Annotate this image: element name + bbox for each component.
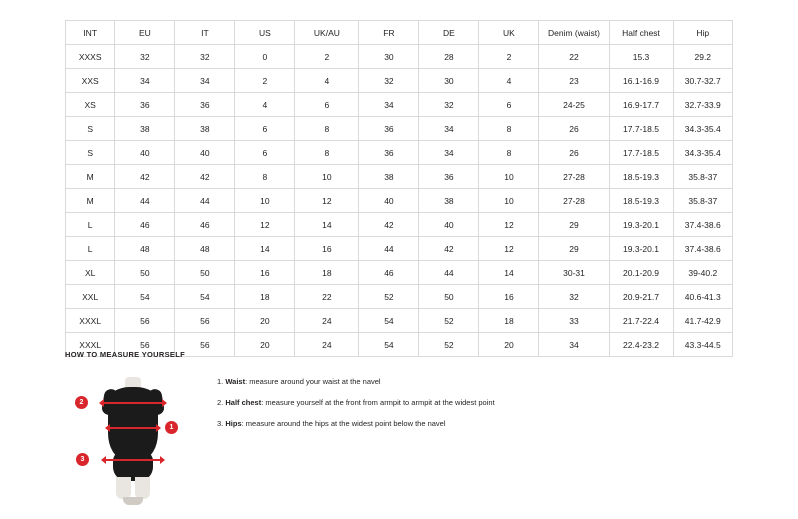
table-row	[66, 285, 733, 309]
cell-uk: 6	[479, 93, 539, 117]
cell-denim: 32	[539, 285, 609, 309]
cell-it: 42	[175, 165, 235, 189]
note-number: 2.	[217, 398, 224, 407]
cell-uk: 14	[479, 261, 539, 285]
cell-hip: 41.7-42.9	[673, 309, 732, 333]
cell-half-chest: 20.1-20.9	[609, 261, 673, 285]
table-row	[66, 45, 733, 69]
cell-de: 52	[419, 309, 479, 333]
cell-us: 20	[235, 333, 295, 357]
cell-de: 44	[419, 261, 479, 285]
mannequin-stand	[123, 497, 143, 505]
cell-ukau: 22	[295, 285, 359, 309]
column-header-it: IT	[175, 21, 235, 45]
cell-fr: 44	[359, 237, 419, 261]
cell-half-chest: 15.3	[609, 45, 673, 69]
cell-fr: 42	[359, 213, 419, 237]
cell-de: 34	[419, 117, 479, 141]
note-term: Half chest	[225, 398, 262, 407]
cell-eu: 32	[115, 45, 175, 69]
cell-ukau: 8	[295, 117, 359, 141]
cell-ukau: 16	[295, 237, 359, 261]
cell-int: XXXL	[66, 333, 115, 357]
cell-denim: 33	[539, 309, 609, 333]
cell-uk: 10	[479, 165, 539, 189]
size-table	[65, 20, 733, 357]
cell-denim: 34	[539, 333, 609, 357]
measure-notes	[217, 369, 495, 440]
cell-int: XXXS	[66, 45, 115, 69]
cell-denim: 26	[539, 117, 609, 141]
cell-us: 6	[235, 141, 295, 165]
cell-fr: 40	[359, 189, 419, 213]
cell-it: 56	[175, 309, 235, 333]
table-header-row	[66, 21, 733, 45]
cell-denim: 29	[539, 237, 609, 261]
cell-eu: 34	[115, 69, 175, 93]
table-row	[66, 141, 733, 165]
table-row	[66, 117, 733, 141]
column-header-uk: UK	[479, 21, 539, 45]
cell-half-chest: 19.3-20.1	[609, 213, 673, 237]
cell-it: 56	[175, 333, 235, 357]
cell-eu: 36	[115, 93, 175, 117]
cell-fr: 32	[359, 69, 419, 93]
cell-hip: 35.8-37	[673, 189, 732, 213]
cell-hip: 34.3-35.4	[673, 117, 732, 141]
column-header-us: US	[235, 21, 295, 45]
cell-half-chest: 18.5-19.3	[609, 189, 673, 213]
table-row	[66, 309, 733, 333]
cell-hip: 30.7-32.7	[673, 69, 732, 93]
cell-de: 40	[419, 213, 479, 237]
cell-hip: 32.7-33.9	[673, 93, 732, 117]
table-row	[66, 213, 733, 237]
cell-uk: 4	[479, 69, 539, 93]
cell-eu: 38	[115, 117, 175, 141]
cell-int: S	[66, 141, 115, 165]
note-term: Waist	[225, 377, 246, 386]
note-text: : measure around your waist at the navel	[245, 377, 381, 386]
column-header-denim-waist: Denim (waist)	[539, 21, 609, 45]
cell-us: 8	[235, 165, 295, 189]
cell-eu: 48	[115, 237, 175, 261]
cell-denim: 30-31	[539, 261, 609, 285]
marker-2-badge: 2	[75, 396, 88, 409]
cell-hip: 43.3-44.5	[673, 333, 732, 357]
cell-ukau: 18	[295, 261, 359, 285]
cell-uk: 10	[479, 189, 539, 213]
cell-it: 46	[175, 213, 235, 237]
cell-it: 44	[175, 189, 235, 213]
cell-uk: 2	[479, 45, 539, 69]
how-to-measure-section	[65, 350, 755, 504]
cell-ukau: 24	[295, 309, 359, 333]
table-row	[66, 261, 733, 285]
cell-us: 14	[235, 237, 295, 261]
cell-de: 38	[419, 189, 479, 213]
cell-ukau: 14	[295, 213, 359, 237]
table-row	[66, 165, 733, 189]
cell-denim: 27-28	[539, 189, 609, 213]
cell-int: XS	[66, 93, 115, 117]
cell-de: 52	[419, 333, 479, 357]
cell-uk: 8	[479, 117, 539, 141]
column-header-int: INT	[66, 21, 115, 45]
note-waist	[217, 377, 495, 386]
cell-half-chest: 20.9-21.7	[609, 285, 673, 309]
cell-eu: 44	[115, 189, 175, 213]
table-row	[66, 189, 733, 213]
cell-fr: 38	[359, 165, 419, 189]
marker-3-badge: 3	[76, 453, 89, 466]
cell-ukau: 24	[295, 333, 359, 357]
cell-fr: 54	[359, 333, 419, 357]
cell-denim: 27-28	[539, 165, 609, 189]
cell-half-chest: 18.5-19.3	[609, 165, 673, 189]
marker-1-badge: 1	[165, 421, 178, 434]
cell-fr: 30	[359, 45, 419, 69]
cell-denim: 24-25	[539, 93, 609, 117]
cell-us: 20	[235, 309, 295, 333]
cell-de: 50	[419, 285, 479, 309]
cell-uk: 16	[479, 285, 539, 309]
cell-eu: 42	[115, 165, 175, 189]
cell-int: M	[66, 189, 115, 213]
cell-hip: 29.2	[673, 45, 732, 69]
cell-it: 50	[175, 261, 235, 285]
cell-int: XXL	[66, 285, 115, 309]
cell-fr: 54	[359, 309, 419, 333]
cell-de: 32	[419, 93, 479, 117]
cell-eu: 46	[115, 213, 175, 237]
half-chest-measure-arrow	[103, 402, 163, 404]
note-hips	[217, 419, 495, 428]
mannequin-illustration	[75, 369, 195, 504]
note-text: : measure yourself at the front from armpit to armpit at the widest point	[261, 398, 495, 407]
cell-hip: 34.3-35.4	[673, 141, 732, 165]
column-header-hip: Hip	[673, 21, 732, 45]
cell-eu: 56	[115, 309, 175, 333]
cell-de: 34	[419, 141, 479, 165]
cell-it: 40	[175, 141, 235, 165]
column-header-half-chest: Half chest	[609, 21, 673, 45]
cell-hip: 35.8-37	[673, 165, 732, 189]
column-header-de: DE	[419, 21, 479, 45]
cell-denim: 26	[539, 141, 609, 165]
note-half-chest	[217, 398, 495, 407]
cell-eu: 54	[115, 285, 175, 309]
cell-hip: 40.6-41.3	[673, 285, 732, 309]
cell-us: 6	[235, 117, 295, 141]
cell-it: 36	[175, 93, 235, 117]
cell-fr: 36	[359, 141, 419, 165]
table-row	[66, 237, 733, 261]
cell-denim: 22	[539, 45, 609, 69]
column-header-fr: FR	[359, 21, 419, 45]
cell-half-chest: 19.3-20.1	[609, 237, 673, 261]
cell-fr: 34	[359, 93, 419, 117]
cell-uk: 8	[479, 141, 539, 165]
cell-ukau: 6	[295, 93, 359, 117]
cell-eu: 40	[115, 141, 175, 165]
cell-us: 10	[235, 189, 295, 213]
cell-uk: 12	[479, 237, 539, 261]
body-shape	[105, 377, 161, 497]
cell-us: 0	[235, 45, 295, 69]
cell-int: XXXL	[66, 309, 115, 333]
table-row	[66, 69, 733, 93]
cell-ukau: 2	[295, 45, 359, 69]
cell-us: 2	[235, 69, 295, 93]
cell-int: XXS	[66, 69, 115, 93]
cell-half-chest: 16.1-16.9	[609, 69, 673, 93]
cell-ukau: 10	[295, 165, 359, 189]
column-header-eu: EU	[115, 21, 175, 45]
cell-int: S	[66, 117, 115, 141]
cell-us: 18	[235, 285, 295, 309]
cell-it: 32	[175, 45, 235, 69]
cell-int: L	[66, 213, 115, 237]
cell-us: 4	[235, 93, 295, 117]
cell-uk: 12	[479, 213, 539, 237]
cell-hip: 39-40.2	[673, 261, 732, 285]
torso-shape	[108, 387, 158, 459]
section-title: HOW TO MEASURE YOURSELF	[65, 350, 185, 359]
cell-fr: 46	[359, 261, 419, 285]
right-leg-shape	[135, 477, 150, 499]
cell-half-chest: 22.4-23.2	[609, 333, 673, 357]
cell-us: 16	[235, 261, 295, 285]
cell-int: XL	[66, 261, 115, 285]
note-text: : measure around the hips at the widest point below the navel	[241, 419, 446, 428]
hips-measure-arrow	[105, 459, 161, 461]
cell-half-chest: 17.7-18.5	[609, 117, 673, 141]
note-number: 3.	[217, 419, 224, 428]
cell-eu: 50	[115, 261, 175, 285]
cell-fr: 52	[359, 285, 419, 309]
cell-denim: 23	[539, 69, 609, 93]
cell-de: 36	[419, 165, 479, 189]
column-header-ukau: UK/AU	[295, 21, 359, 45]
cell-it: 38	[175, 117, 235, 141]
cell-uk: 18	[479, 309, 539, 333]
cell-de: 28	[419, 45, 479, 69]
left-leg-shape	[116, 477, 131, 499]
cell-it: 48	[175, 237, 235, 261]
cell-uk: 20	[479, 333, 539, 357]
cell-ukau: 8	[295, 141, 359, 165]
cell-denim: 29	[539, 213, 609, 237]
note-number: 1.	[217, 377, 224, 386]
table-row	[66, 93, 733, 117]
cell-int: M	[66, 165, 115, 189]
cell-ukau: 4	[295, 69, 359, 93]
cell-int: L	[66, 237, 115, 261]
cell-us: 12	[235, 213, 295, 237]
size-chart	[65, 20, 733, 357]
cell-eu: 56	[115, 333, 175, 357]
waist-measure-arrow	[109, 427, 157, 429]
cell-half-chest: 16.9-17.7	[609, 93, 673, 117]
cell-it: 34	[175, 69, 235, 93]
cell-hip: 37.4-38.6	[673, 213, 732, 237]
note-term: Hips	[225, 419, 242, 428]
cell-fr: 36	[359, 117, 419, 141]
cell-half-chest: 17.7-18.5	[609, 141, 673, 165]
cell-it: 54	[175, 285, 235, 309]
cell-de: 30	[419, 69, 479, 93]
cell-half-chest: 21.7-22.4	[609, 309, 673, 333]
cell-ukau: 12	[295, 189, 359, 213]
cell-de: 42	[419, 237, 479, 261]
cell-hip: 37.4-38.6	[673, 237, 732, 261]
